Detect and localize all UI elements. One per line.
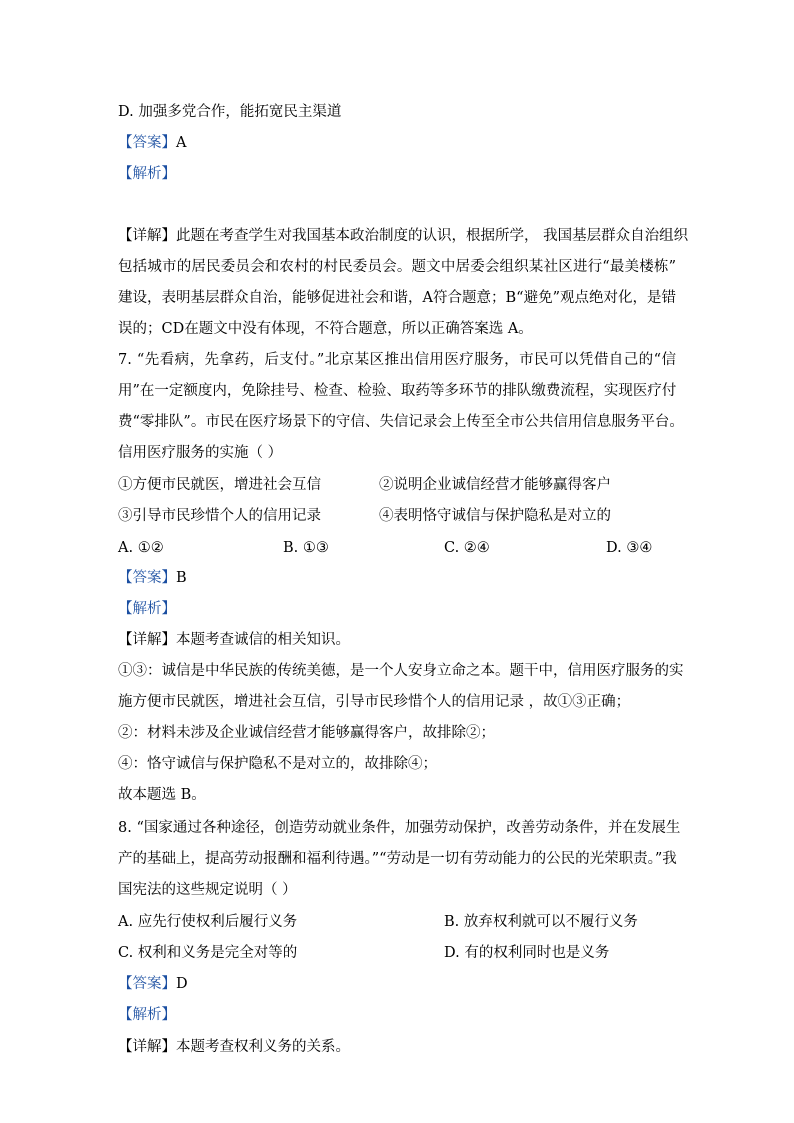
q7-choice: C. ②④ [444, 540, 490, 556]
q8-answer [118, 974, 188, 994]
answer-label: 【答案】 [118, 570, 176, 586]
q7-stem-line: 费“零排队”。市民在医疗场景下的守信、失信记录会上传至全市公共信用信息服务平台。 [118, 414, 684, 430]
q6-analysis-label: 【解析】 [118, 166, 176, 182]
q7-detail-line: 施方便市民就医，增进社会互信，引导市民珍惜个人的信用记录 ，故①③正确； [118, 694, 631, 710]
q7-statement: ③引导市民珍惜个人的信用记录 [118, 508, 321, 524]
detail-text: 本题考查诚信的相关知识。 [176, 632, 350, 648]
q7-choice: D. ③④ [606, 540, 653, 556]
detail-text: 此题在考查学生对我国基本政治制度的认识，根据所学， 我国基层群众自治组织 [176, 228, 689, 244]
q7-statement: ④表明恪守诚信与保护隐私是对立的 [379, 508, 611, 524]
q8-choice: C. 权利和义务是完全对等的 [118, 945, 298, 961]
q7-detail-line: ②：材料未涉及企业诚信经营才能够赢得客户，故排除②； [118, 725, 495, 741]
q7-detail-line: ④：恪守诚信与保护隐私不是对立的，故排除④； [118, 756, 437, 772]
q7-stem-line: 信用医疗服务的实施（ ） [118, 445, 283, 461]
q8-analysis-label: 【解析】 [118, 1007, 176, 1023]
detail-label: 【详解】 [118, 632, 176, 648]
q8-choice: B. 放弃权利就可以不履行义务 [444, 914, 638, 930]
q6-detail-line [118, 226, 689, 246]
detail-label: 【详解】 [118, 1039, 176, 1055]
q7-analysis-label: 【解析】 [118, 601, 176, 617]
q8-stem-line: 国宪法的这些规定说明（ ） [118, 882, 297, 898]
q7-detail-line: 故本题选 B。 [118, 787, 206, 803]
q7-detail-first [118, 630, 350, 650]
q6-answer [118, 133, 186, 153]
q6-option-d: D. 加强多党合作，能拓宽民主渠道 [118, 104, 342, 120]
q8-stem-line: 8. “国家通过各种途径，创造劳动就业条件，加强劳动保护，改善劳动条件，并在发展生 [118, 820, 681, 836]
answer-value: D [176, 976, 188, 992]
q7-statement: ①方便市民就医，增进社会互信 [118, 477, 321, 493]
q7-detail-line: ①③：诚信是中华民族的传统美德，是一个人安身立命之本。题干中，信用医疗服务的实 [118, 663, 684, 679]
answer-label: 【答案】 [118, 976, 176, 992]
q7-statement: ②说明企业诚信经营才能够赢得客户 [379, 477, 611, 493]
answer-value: B [176, 570, 187, 586]
q7-choice: B. ①③ [283, 540, 329, 556]
q8-choice: D. 有的权利同时也是义务 [444, 945, 610, 961]
q6-detail-line: 包括城市的居民委员会和农村的村民委员会。题文中居委会组织某社区进行“最美楼栋” [118, 259, 676, 275]
q7-choice: A. ①② [118, 540, 164, 556]
q6-detail-line: 误的；CD在题文中没有体现，不符合题意，所以正确答案选 A。 [118, 321, 533, 337]
q8-stem-line: 产的基础上，提高劳动报酬和福利待遇。”“劳动是一切有劳动能力的公民的光荣职责。”我 [118, 851, 677, 867]
q8-choice: A. 应先行使权利后履行义务 [118, 914, 298, 930]
answer-value: A [176, 135, 187, 151]
q7-stem-line: 7. “先看病，先拿药，后支付。”北京某区推出信用医疗服务，市民可以凭借自己的“信 [118, 352, 676, 368]
q8-detail-first [118, 1037, 350, 1057]
q6-detail-line: 建设，表明基层群众自治，能够促进社会和谐，A符合题意；B“避免”观点绝对化，是错 [118, 290, 676, 306]
detail-text: 本题考查权利义务的关系。 [176, 1039, 350, 1055]
answer-label: 【答案】 [118, 135, 176, 151]
q7-stem-line: 用”在一定额度内，免除挂号、检查、检验、取药等多环节的排队缴费流程，实现医疗付 [118, 383, 677, 399]
detail-label: 【详解】 [118, 228, 176, 244]
q7-answer [118, 568, 187, 588]
